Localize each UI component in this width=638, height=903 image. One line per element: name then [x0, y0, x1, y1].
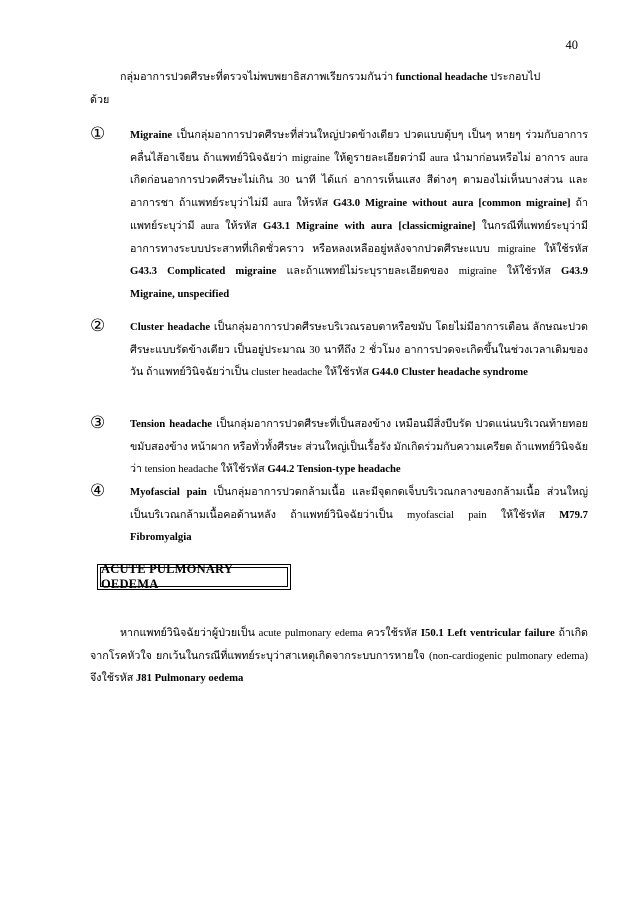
intro-paragraph [90, 66, 588, 111]
outro-text: หากแพทย์วินิจฉัยว่าผู้ป่วยเป็น acute pulmonary edema ควรใช้รหัส [120, 627, 418, 639]
section-heading-box [97, 564, 291, 590]
item-code: G43.3 Complicated migraine [130, 265, 277, 278]
intro-line-2: ด้วย [90, 93, 110, 106]
list-item-migraine [90, 124, 588, 306]
page-number: 40 [565, 38, 578, 52]
circled-two-icon: ② [90, 316, 106, 336]
outro-body [90, 622, 588, 690]
list-item-myofascial-pain [90, 481, 588, 549]
intro-text: กลุ่มอาการปวดศีรษะที่ตรวจไม่พบพยาธิสภาพเรียกรวมกันว่า [120, 71, 394, 83]
item-body: เป็นกลุ่มอาการปวดกล้ามเนื้อ และมีจุดกดเจ็บบริเวณกลางของกล้ามเนื้อ ส่วนใหญ่เป็นบริเวณกล้ามเนื้อคอด้านหลัง ถ้าแพทย์วินิจฉัยว่าเป็น myofascial pain ให้ใช้รหัส [130, 486, 588, 521]
outro-code: I50.1 Left ventricular failure [420, 627, 555, 639]
item-body: เป็นกลุ่มอาการปวดศีรษะบริเวณรอบตาหรือขมับ โดยไม่มีอาการเตือน ลักษณะปวดศีรษะแบบรัดข้างเดียว เป็นอยู่ประมาณ 30 นาทีถึง 2 ชั่วโมง อาการปวดจะเกิดขึ้นในช่วงเวลาเดิมของวัน ถ้าแพทย์วินิจฉัยว่าเป็น cluster headache ให้ใช้รหัส [130, 321, 588, 379]
item-code: G44.0 Cluster headache syndrome [371, 366, 528, 379]
item-code: G44.2 Tension-type headache [267, 463, 401, 476]
item-body: และถ้าแพทย์ไม่ระบุรายละเอียดของ migraine ให้ใช้รหัส [286, 265, 551, 278]
intro-line [90, 66, 588, 89]
section-heading: ACUTE PULMONARY OEDEMA [100, 567, 288, 587]
item-text-tension [130, 413, 588, 481]
outro-code: J81 Pulmonary oedema [135, 672, 244, 685]
circled-three-icon: ③ [90, 413, 106, 433]
intro-term: functional headache [395, 71, 488, 83]
item-text-migraine [130, 124, 588, 306]
outro-paragraph [90, 622, 588, 690]
list-item-cluster-headache [90, 316, 588, 384]
item-title: Migraine [130, 129, 173, 141]
item-code: G43.1 Migraine with aura [classicmigraine] [263, 219, 476, 232]
item-body: ถ้าแพทย์ระบุว่ามี aura ให้รหัส [130, 197, 588, 232]
item-body: ในกรณีที่แพทย์ระบุว่ามีอาการทางระบบประสาทที่เกิดชั่วคราว หรือหลงเหลืออยู่หลังจากปวดศีรษะแบบ migraine ให้ใช้รหัส [130, 219, 589, 255]
item-code: M79.7 Fibromyalgia [130, 508, 589, 544]
item-body: เป็นกลุ่มอาการปวดศีรษะที่ส่วนใหญ่ปวดข้างเดียว ปวดแบบตุ้บๆ เป็นๆ หายๆ ร่วมกับอาการคลื่นไส้อาเจียน ถ้าแพทย์วินิจฉัยว่า migraine ให้ดูรายละเอียดว่ามี aura นำมาก่อนหรือไม่ อาการ aura เกิดก่อนอาการปวดศีรษะไม่เกิน 30 นาที ได้แก่ อาการเห็นแสง สีต่างๆ ตามองไม่เห็นบางส่วน และอาการชา ถ้าแพทย์ระบุว่าไม่มี aura ให้รหัส [130, 129, 589, 210]
circled-four-icon: ④ [90, 481, 106, 501]
item-text-cluster [130, 316, 588, 384]
item-code: G43.9 Migraine, unspecified [130, 265, 589, 300]
circled-one-icon: ① [90, 124, 106, 144]
item-text-myofascial [130, 481, 588, 549]
item-title: Cluster headache [130, 321, 211, 333]
item-title: Myofascial pain [130, 486, 207, 498]
item-title: Tension headache [130, 418, 213, 430]
list-item-tension-headache [90, 413, 588, 481]
outro-text: ถ้าเกิดจากโรคหัวใจ ยกเว้นในกรณีที่แพทย์ระบุว่าสาเหตุเกิดจากระบบการหายใจ (non-cardiogenic pulmonary edema) จึงใช้รหัส [90, 627, 588, 685]
item-code: G43.0 Migraine without aura [common migraine] [333, 197, 571, 210]
item-body: เป็นกลุ่มอาการปวดศีรษะที่เป็นสองข้าง เหมือนมีสิ่งบีบรัด ปวดแน่นบริเวณท้ายทอย ขมับสองข้าง หน้าผาก หรือทั่วทั้งศีรษะ ส่วนใหญ่เป็นเรื้อรัง มักเกิดร่วมกับความเครียด ถ้าแพทย์วินิจฉัยว่า tension headache ให้ใช้รหัส [130, 418, 588, 476]
intro-text-end: ประกอบไป [490, 71, 541, 83]
